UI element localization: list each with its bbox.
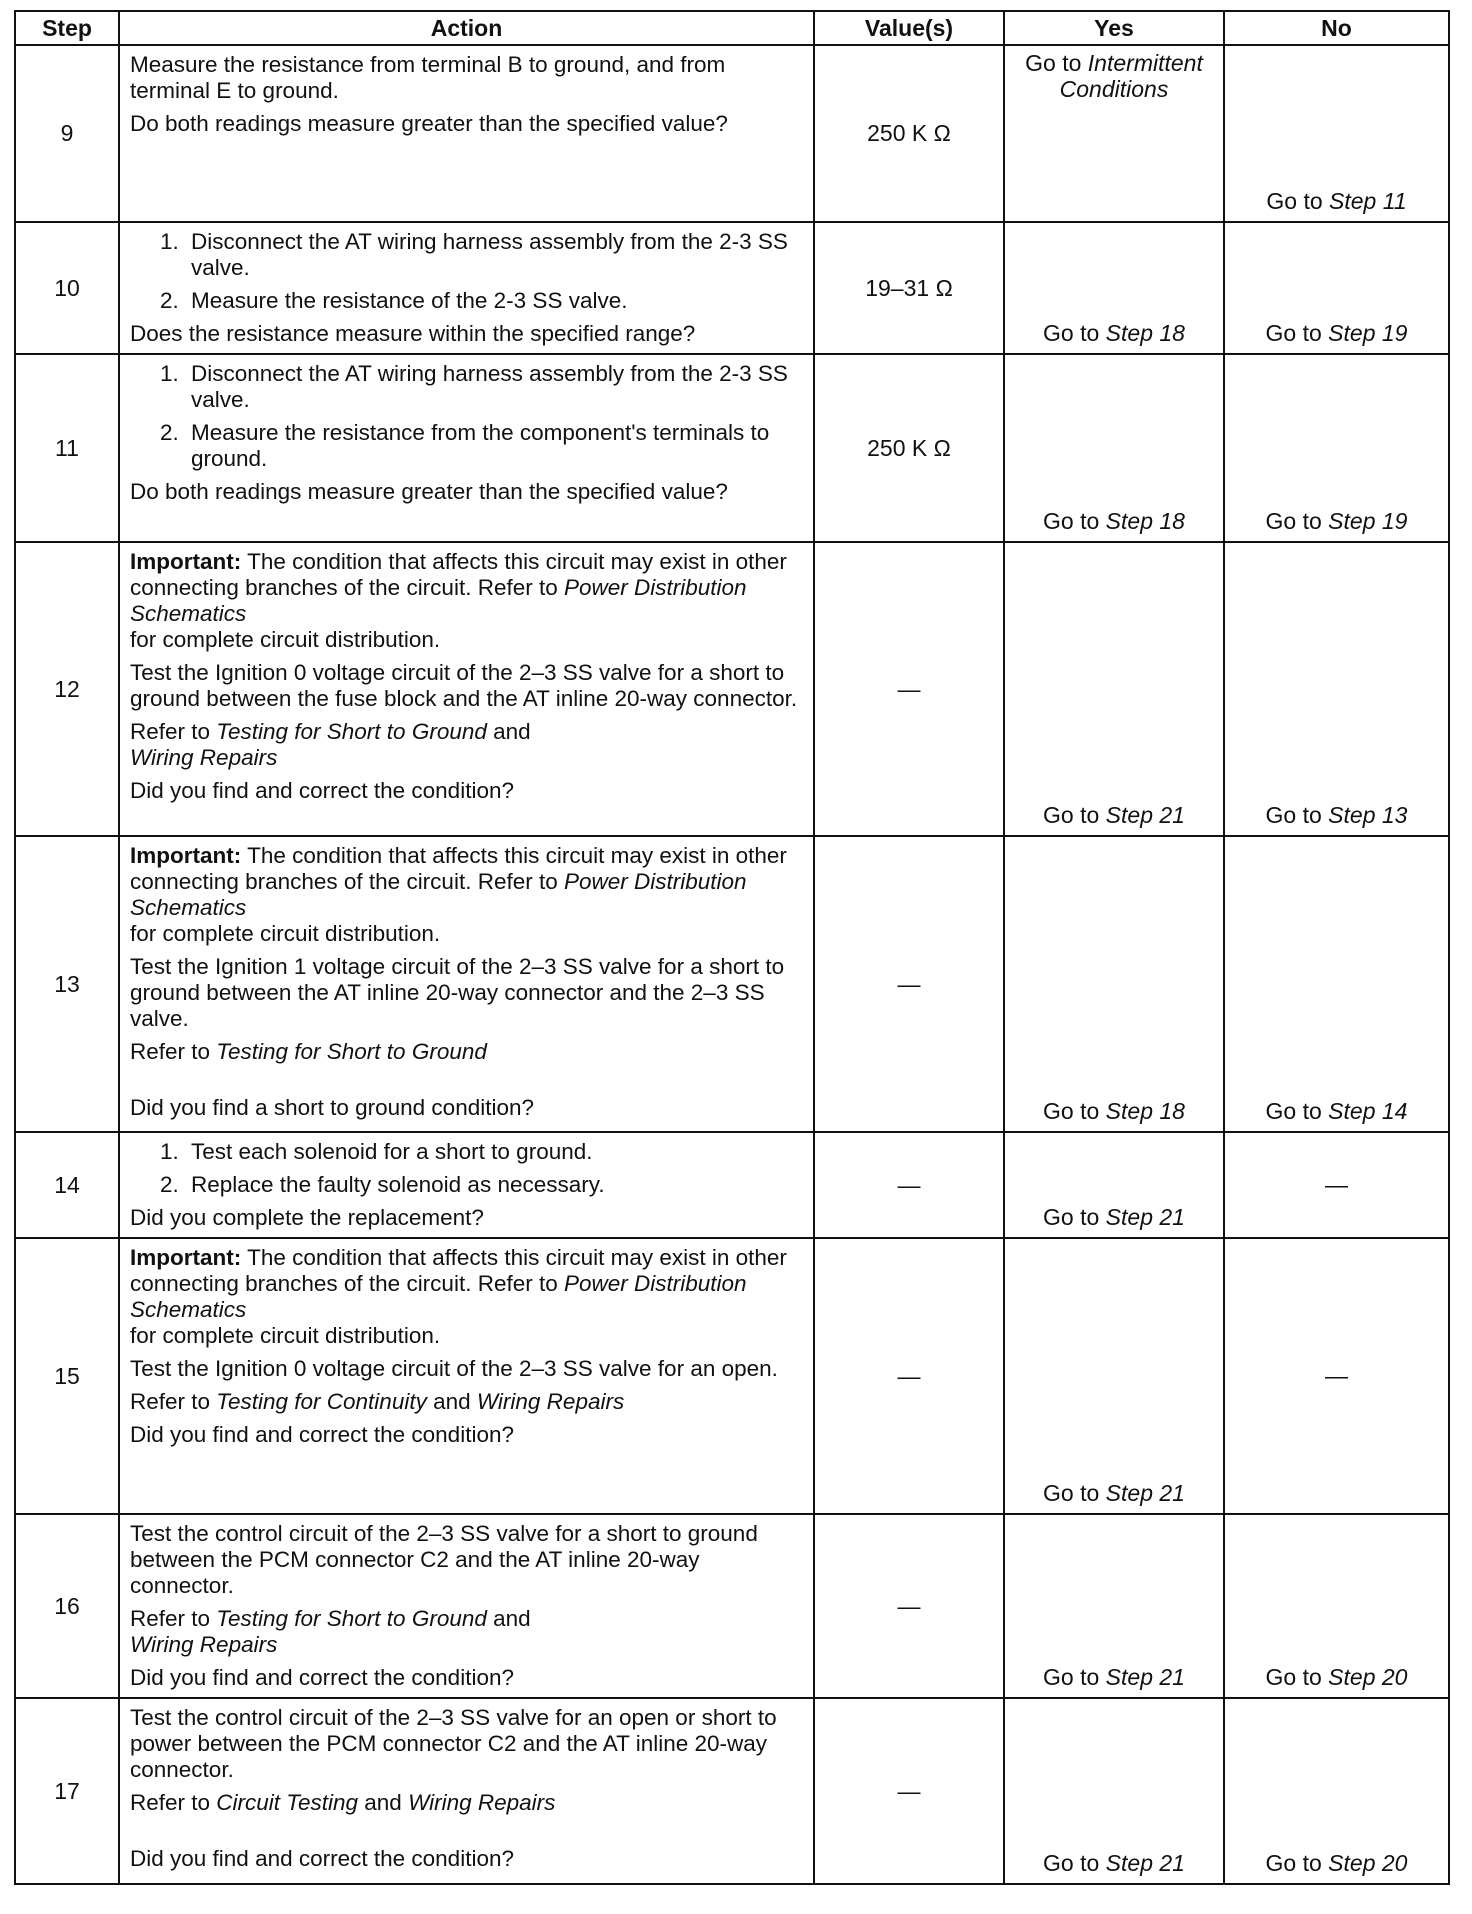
- value-cell: [814, 1514, 1004, 1698]
- yes-action: [1005, 1850, 1223, 1877]
- no-target-link[interactable]: Step 20: [1328, 1850, 1408, 1876]
- table-row: [15, 1238, 1449, 1514]
- empty-no-dash: —: [1325, 1362, 1348, 1389]
- value-cell: 250 K Ω: [814, 45, 1004, 222]
- value-cell: [814, 836, 1004, 1132]
- action-step: 2. Measure the resistance from the component's terminals to ground.: [185, 420, 803, 472]
- refer-text: Refer to: [130, 1039, 217, 1064]
- empty-value-dash: —: [897, 1777, 921, 1804]
- action-question: Did you complete the replacement?: [130, 1205, 484, 1230]
- action-step: 2. Measure the resistance of the 2-3 SS valve.: [185, 288, 803, 314]
- no-cell: [1224, 1698, 1449, 1884]
- and-text: and: [426, 1389, 477, 1414]
- empty-value-dash: —: [897, 970, 921, 997]
- table-row: [15, 542, 1449, 836]
- action-step: 2. Replace the faulty solenoid as necessary.: [185, 1172, 803, 1198]
- no-cell: [1224, 222, 1449, 354]
- action-cell: [119, 1514, 814, 1698]
- reference-link[interactable]: Circuit Testing: [216, 1790, 359, 1815]
- reference-link[interactable]: Testing for Short to Ground: [216, 1606, 487, 1631]
- action-cell: [119, 1698, 814, 1884]
- value-cell: [814, 1698, 1004, 1884]
- no-action: [1225, 188, 1448, 215]
- no-action: [1225, 1098, 1448, 1125]
- action-cell: [119, 1238, 814, 1514]
- table-row: [15, 1698, 1449, 1884]
- go-to-text: Go to: [1025, 50, 1088, 76]
- no-action: [1225, 1850, 1448, 1877]
- yes-target-link[interactable]: Step 21: [1105, 1480, 1185, 1506]
- go-to-text: Go to: [1043, 320, 1106, 346]
- action-cell: [119, 836, 814, 1132]
- step-number: 15: [15, 1238, 119, 1514]
- go-to-text: Go to: [1043, 1480, 1106, 1506]
- header-row: [15, 11, 1449, 45]
- action-step: 1. Disconnect the AT wiring harness assembly from the 2-3 SS valve.: [185, 361, 803, 413]
- header-no: No: [1224, 11, 1449, 45]
- value-cell: [814, 542, 1004, 836]
- yes-cell: [1004, 836, 1224, 1132]
- value-cell: 19–31 Ω: [814, 222, 1004, 354]
- empty-no-dash: —: [1325, 1171, 1348, 1198]
- go-to-text: Go to: [1265, 1664, 1329, 1690]
- value-cell: [814, 1238, 1004, 1514]
- action-step: 1. Disconnect the AT wiring harness assembly from the 2-3 SS valve.: [185, 229, 803, 281]
- no-cell: [1224, 1238, 1449, 1514]
- yes-action: [1005, 508, 1223, 535]
- action-question: Do both readings measure greater than the specified value?: [130, 479, 728, 504]
- no-action: [1225, 802, 1448, 829]
- go-to-text: Go to: [1265, 1098, 1329, 1124]
- yes-cell: [1004, 1514, 1224, 1698]
- table-row: [15, 222, 1449, 354]
- table-row: [15, 354, 1449, 542]
- step-number: 17: [15, 1698, 119, 1884]
- go-to-text: Go to: [1265, 508, 1329, 534]
- yes-target-link[interactable]: Step 18: [1105, 1098, 1185, 1124]
- diagnostic-table: [14, 10, 1450, 1885]
- empty-value-dash: —: [897, 675, 921, 702]
- header-values: Value(s): [814, 11, 1004, 45]
- action-question: Did you find and correct the condition?: [130, 778, 514, 803]
- no-cell: [1224, 1132, 1449, 1238]
- no-cell: [1224, 45, 1449, 222]
- action-question: Did you find and correct the condition?: [130, 1846, 514, 1871]
- action-steps: [130, 361, 803, 472]
- yes-action: [1005, 1480, 1223, 1507]
- go-to-text: Go to: [1043, 1098, 1106, 1124]
- yes-cell: [1004, 354, 1224, 542]
- step-number: 10: [15, 222, 119, 354]
- yes-action: [1005, 802, 1223, 829]
- reference-line: [130, 1790, 803, 1816]
- action-text: Measure the resistance from terminal B to ground, and from terminal E to ground.: [130, 52, 726, 103]
- yes-target-link[interactable]: Step 21: [1105, 1850, 1185, 1876]
- important-text: The condition that affects this circuit may exist in other connecting branches of the circuit. Refer to: [130, 843, 787, 894]
- refer-text: Refer to: [130, 719, 217, 744]
- reference-line: [130, 719, 803, 771]
- refer-text: Refer to: [130, 1790, 217, 1815]
- go-to-text: Go to: [1043, 508, 1106, 534]
- header-step: Step: [15, 11, 119, 45]
- yes-cell: [1004, 1238, 1224, 1514]
- no-cell: [1224, 542, 1449, 836]
- go-to-text: Go to: [1266, 188, 1330, 214]
- reference-link[interactable]: Testing for Continuity: [216, 1389, 427, 1414]
- and-text: and: [486, 1606, 531, 1631]
- step-number: 11: [15, 354, 119, 542]
- action-steps: [130, 229, 803, 314]
- step-number: 12: [15, 542, 119, 836]
- go-to-text: Go to: [1043, 802, 1106, 828]
- yes-action: [1005, 1664, 1223, 1691]
- reference-line: [130, 1039, 803, 1065]
- no-target-link[interactable]: Step 19: [1328, 320, 1408, 346]
- go-to-text: Go to: [1265, 802, 1329, 828]
- refer-text: Refer to: [130, 1389, 217, 1414]
- no-target-link[interactable]: Step 19: [1328, 508, 1408, 534]
- yes-target-link[interactable]: Intermittent Conditions: [1059, 50, 1203, 102]
- and-text: and: [358, 1790, 409, 1815]
- action-text: Test the control circuit of the 2–3 SS valve for a short to ground between the PCM connector C2 and the AT inline 20-way connector.: [130, 1521, 758, 1598]
- no-target-link[interactable]: Step 14: [1328, 1098, 1408, 1124]
- important-text-end: for complete circuit distribution.: [130, 921, 441, 946]
- action-cell: [119, 542, 814, 836]
- important-text-end: for complete circuit distribution.: [130, 627, 441, 652]
- reference-link[interactable]: Testing for Short to Ground: [216, 719, 487, 744]
- go-to-text: Go to: [1043, 1850, 1106, 1876]
- yes-action: [1005, 1204, 1223, 1231]
- important-label: Important:: [130, 549, 242, 574]
- step-number: 9: [15, 45, 119, 222]
- reference-line: [130, 1389, 803, 1415]
- go-to-text: Go to: [1265, 1850, 1329, 1876]
- reference-link[interactable]: Wiring Repairs: [130, 1632, 278, 1657]
- reference-line: [130, 1606, 803, 1658]
- yes-target-link[interactable]: Step 18: [1105, 508, 1185, 534]
- yes-action: [1005, 320, 1223, 347]
- yes-action: [1005, 50, 1223, 102]
- yes-cell: [1004, 222, 1224, 354]
- yes-cell: [1004, 1132, 1224, 1238]
- refer-text: Refer to: [130, 1606, 217, 1631]
- yes-target-link[interactable]: Step 18: [1105, 320, 1185, 346]
- no-action: [1225, 1172, 1448, 1199]
- empty-value-dash: —: [897, 1592, 921, 1619]
- no-target-link[interactable]: Step 20: [1328, 1664, 1408, 1690]
- important-text: The condition that affects this circuit may exist in other connecting branches of the circuit. Refer to: [130, 1245, 787, 1296]
- yes-cell: [1004, 1698, 1224, 1884]
- table-row: [15, 1132, 1449, 1238]
- action-cell: [119, 354, 814, 542]
- yes-target-link[interactable]: Step 21: [1105, 1204, 1185, 1230]
- no-cell: [1224, 1514, 1449, 1698]
- important-text: The condition that affects this circuit may exist in other connecting branches of the circuit. Refer to: [130, 549, 787, 600]
- no-cell: [1224, 354, 1449, 542]
- and-text: and: [486, 719, 531, 744]
- action-question: Did you find and correct the condition?: [130, 1665, 514, 1690]
- no-target-link[interactable]: Step 13: [1328, 802, 1408, 828]
- empty-value-dash: —: [897, 1171, 921, 1198]
- important-note: [130, 549, 803, 653]
- action-text: Test the Ignition 1 voltage circuit of the 2–3 SS valve for a short to ground between the AT inline 20-way connector and the 2–3 SS valve.: [130, 954, 785, 1031]
- header-yes: Yes: [1004, 11, 1224, 45]
- action-question: Does the resistance measure within the specified range?: [130, 321, 696, 346]
- action-text: Test the control circuit of the 2–3 SS valve for an open or short to power between the PCM connector C2 and the AT inline 20-way connector.: [130, 1705, 777, 1782]
- important-note: [130, 1245, 803, 1349]
- action-cell: [119, 222, 814, 354]
- value-cell: [814, 1132, 1004, 1238]
- no-cell: [1224, 836, 1449, 1132]
- no-target-link[interactable]: Step 11: [1329, 188, 1407, 214]
- yes-action: [1005, 1098, 1223, 1125]
- action-step: 1. Test each solenoid for a short to ground.: [185, 1139, 803, 1165]
- step-number: 16: [15, 1514, 119, 1698]
- important-text-end: for complete circuit distribution.: [130, 1323, 441, 1348]
- yes-cell: [1004, 542, 1224, 836]
- no-action: [1225, 1664, 1448, 1691]
- no-action: [1225, 320, 1448, 347]
- action-text: Test the Ignition 0 voltage circuit of the 2–3 SS valve for a short to ground between the fuse block and the AT inline 20-way connector.: [130, 660, 798, 711]
- important-label: Important:: [130, 1245, 242, 1270]
- empty-value-dash: —: [897, 1362, 921, 1389]
- action-question: Did you find a short to ground condition?: [130, 1095, 535, 1120]
- reference-link[interactable]: Wiring Repairs: [408, 1790, 556, 1815]
- important-label: Important:: [130, 843, 242, 868]
- action-text: Test the Ignition 0 voltage circuit of the 2–3 SS valve for an open.: [130, 1356, 778, 1381]
- action-steps: [130, 1139, 803, 1198]
- step-number: 14: [15, 1132, 119, 1238]
- table-row: [15, 45, 1449, 222]
- yes-target-link[interactable]: Step 21: [1105, 802, 1185, 828]
- yes-cell: [1004, 45, 1224, 222]
- go-to-text: Go to: [1043, 1664, 1106, 1690]
- table-row: [15, 1514, 1449, 1698]
- header-action: Action: [119, 11, 814, 45]
- no-action: [1225, 508, 1448, 535]
- table-row: [15, 836, 1449, 1132]
- go-to-text: Go to: [1043, 1204, 1106, 1230]
- value-cell: 250 K Ω: [814, 354, 1004, 542]
- reference-link[interactable]: Power Distribution Schematics: [130, 1271, 747, 1322]
- important-note: [130, 843, 803, 947]
- reference-link[interactable]: Power Distribution Schematics: [130, 575, 747, 626]
- yes-target-link[interactable]: Step 21: [1105, 1664, 1185, 1690]
- reference-link[interactable]: Testing for Short to Ground: [216, 1039, 487, 1064]
- reference-link[interactable]: Power Distribution Schematics: [130, 869, 747, 920]
- action-question: Do both readings measure greater than the specified value?: [130, 111, 728, 136]
- action-cell: [119, 45, 814, 222]
- action-question: Did you find and correct the condition?: [130, 1422, 514, 1447]
- step-number: 13: [15, 836, 119, 1132]
- go-to-text: Go to: [1265, 320, 1329, 346]
- no-action: [1225, 1363, 1448, 1390]
- reference-link[interactable]: Wiring Repairs: [130, 745, 278, 770]
- action-cell: [119, 1132, 814, 1238]
- reference-link[interactable]: Wiring Repairs: [476, 1389, 625, 1414]
